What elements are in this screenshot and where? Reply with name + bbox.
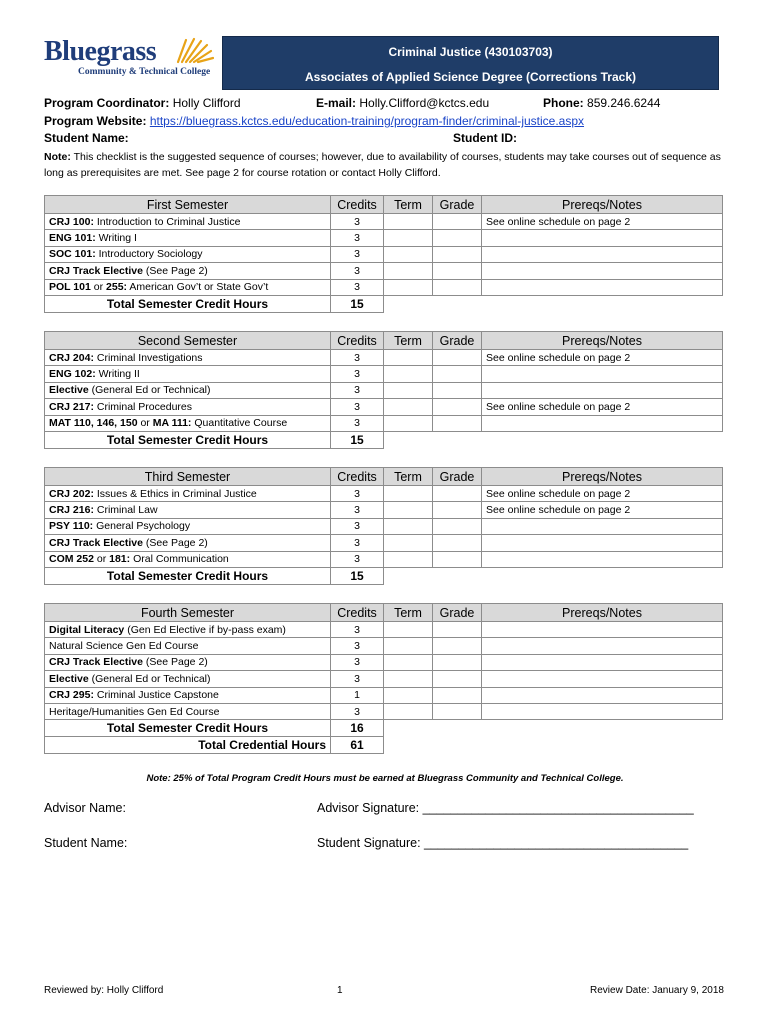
course-notes: See online schedule on page 2 [482, 399, 723, 415]
term-cell[interactable] [384, 382, 433, 398]
semester-total-row [45, 720, 723, 737]
course-description: Criminal Procedures [96, 400, 192, 413]
course-code: SOC 101: [49, 248, 96, 261]
degree-title: Associates of Applied Science Degree (Corrections Track) [304, 70, 636, 84]
total-semester-value: 15 [331, 431, 384, 448]
website-line [44, 114, 584, 128]
semester-table [44, 603, 723, 754]
course-cell [45, 214, 331, 230]
course-cell [45, 246, 331, 262]
course-cell [45, 654, 331, 670]
course-description: Writing I [98, 232, 137, 245]
total-semester-label: Total Semester Credit Hours [45, 720, 331, 737]
course-credits: 3 [331, 382, 384, 398]
course-row [45, 486, 723, 502]
term-cell[interactable] [384, 279, 433, 295]
course-code: Elective [49, 384, 89, 397]
course-cell [45, 350, 331, 366]
course-credits: 3 [331, 279, 384, 295]
course-description: (Gen Ed Elective if by-pass exam) [127, 623, 286, 636]
email-value: Holly.Clifford@kctcs.edu [359, 96, 490, 110]
phone-label: Phone: [543, 96, 584, 110]
course-notes: See online schedule on page 2 [482, 214, 723, 230]
grade-cell[interactable] [433, 671, 482, 687]
program-website-link[interactable]: https://bluegrass.kctcs.edu/education-training/program-finder/criminal-justice.aspx [149, 114, 585, 128]
course-cell [45, 502, 331, 518]
program-title: Criminal Justice (430103703) [388, 45, 553, 59]
course-description: Heritage/Humanities Gen Ed Course [49, 705, 220, 718]
program-title-banner [222, 36, 719, 90]
course-description: (See Page 2) [145, 264, 208, 277]
credits-header: Credits [331, 332, 384, 350]
course-row [45, 279, 723, 295]
semester-name-header: First Semester [45, 196, 331, 214]
semester-name-header: Third Semester [45, 468, 331, 486]
notes-header: Prereqs/Notes [482, 196, 723, 214]
course-code: PSY 110: [49, 520, 94, 533]
course-code: CRJ 100: [49, 215, 94, 228]
blank-cell [384, 720, 723, 737]
grade-header: Grade [433, 332, 482, 350]
grade-cell[interactable] [433, 399, 482, 415]
course-cell [45, 415, 331, 431]
blank-cell [384, 295, 723, 312]
course-notes [482, 638, 723, 654]
semester-table [44, 331, 723, 449]
course-code: Elective [49, 672, 89, 685]
grade-cell[interactable] [433, 638, 482, 654]
grade-cell[interactable] [433, 366, 482, 382]
credits-header: Credits [331, 468, 384, 486]
grade-cell[interactable] [433, 214, 482, 230]
course-row [45, 246, 723, 262]
coordinator-label: Program Coordinator: [44, 96, 170, 110]
course-code: CRJ Track Elective [49, 264, 143, 277]
grade-cell[interactable] [433, 502, 482, 518]
course-cell [45, 399, 331, 415]
blank-cell [384, 431, 723, 448]
course-cell [45, 230, 331, 246]
course-cell [45, 486, 331, 502]
grade-cell[interactable] [433, 279, 482, 295]
grade-header: Grade [433, 196, 482, 214]
course-row [45, 502, 723, 518]
coordinator-name: Holly Clifford [172, 96, 241, 110]
term-header: Term [384, 332, 433, 350]
blank-cell [384, 567, 723, 584]
course-credits: 1 [331, 687, 384, 703]
term-cell[interactable] [384, 263, 433, 279]
course-notes [482, 230, 723, 246]
term-cell[interactable] [384, 486, 433, 502]
grade-cell[interactable] [433, 622, 482, 638]
term-cell[interactable] [384, 399, 433, 415]
student-id-line [453, 131, 517, 145]
course-credits: 3 [331, 399, 384, 415]
notes-header: Prereqs/Notes [482, 604, 723, 622]
course-code-alt: 255: [106, 281, 128, 294]
credential-total-row [45, 737, 723, 753]
term-cell[interactable] [384, 518, 433, 534]
grade-cell[interactable] [433, 350, 482, 366]
course-notes: See online schedule on page 2 [482, 486, 723, 502]
email-line [316, 96, 489, 110]
course-notes: See online schedule on page 2 [482, 350, 723, 366]
term-cell[interactable] [384, 502, 433, 518]
course-credits: 3 [331, 246, 384, 262]
course-credits: 3 [331, 502, 384, 518]
course-credits: 3 [331, 350, 384, 366]
course-row [45, 638, 723, 654]
course-cell [45, 671, 331, 687]
term-header: Term [384, 196, 433, 214]
course-credits: 3 [331, 230, 384, 246]
student-name-line [44, 131, 129, 145]
course-notes [482, 622, 723, 638]
course-notes [482, 246, 723, 262]
course-code: CRJ 216: [49, 504, 94, 517]
student-signature-line: Student Signature: ______________________________________ [317, 836, 689, 850]
course-row [45, 263, 723, 279]
notes-header: Prereqs/Notes [482, 468, 723, 486]
course-credits: 3 [331, 214, 384, 230]
course-credits: 3 [331, 638, 384, 654]
term-cell[interactable] [384, 551, 433, 567]
grade-cell[interactable] [433, 486, 482, 502]
course-code: CRJ 202: [49, 487, 94, 500]
course-notes [482, 415, 723, 431]
course-credits: 3 [331, 486, 384, 502]
review-date: Review Date: January 9, 2018 [590, 985, 724, 996]
course-description: Criminal Justice Capstone [96, 689, 219, 702]
course-cell [45, 518, 331, 534]
course-description: (General Ed or Technical) [91, 384, 211, 397]
semester-total-row [45, 567, 723, 584]
blank-cell [384, 737, 723, 753]
course-row [45, 535, 723, 551]
course-code-alt: 181: [109, 553, 131, 566]
semester-table [44, 467, 723, 585]
course-description: Introductory Sociology [98, 248, 203, 261]
course-notes: See online schedule on page 2 [482, 502, 723, 518]
term-cell[interactable] [384, 214, 433, 230]
grade-cell[interactable] [433, 551, 482, 567]
website-label: Program Website: [44, 114, 147, 128]
phone-value: 859.246.6244 [587, 96, 661, 110]
course-description: Issues & Ethics in Criminal Justice [96, 487, 257, 500]
reviewed-by: Reviewed by: Holly Clifford [44, 985, 164, 996]
term-cell[interactable] [384, 535, 433, 551]
term-cell[interactable] [384, 366, 433, 382]
course-credits: 3 [331, 263, 384, 279]
course-code: MAT 110, 146, 150 [49, 417, 138, 430]
course-row [45, 382, 723, 398]
note-label: Note: [44, 151, 71, 163]
grade-cell[interactable] [433, 230, 482, 246]
course-credits: 3 [331, 366, 384, 382]
course-code: POL 101 [49, 281, 91, 294]
course-code: CRJ 217: [49, 400, 94, 413]
course-code: COM 252 [49, 553, 94, 566]
course-row [45, 551, 723, 567]
term-cell[interactable] [384, 415, 433, 431]
course-credits: 3 [331, 671, 384, 687]
semester-total-row [45, 431, 723, 448]
course-notes [482, 382, 723, 398]
logo-subtitle: Community & Technical College [78, 67, 211, 77]
term-cell[interactable] [384, 654, 433, 670]
course-description: (See Page 2) [145, 656, 208, 669]
course-cell [45, 382, 331, 398]
logo-wordmark: Bluegrass [44, 36, 157, 67]
course-code: CRJ 204: [49, 351, 94, 364]
course-description: (General Ed or Technical) [91, 672, 211, 685]
term-cell[interactable] [384, 638, 433, 654]
advisor-signature-line: Advisor Signature: _______________________________________ [317, 801, 694, 815]
course-notes [482, 366, 723, 382]
course-description: Writing II [98, 368, 140, 381]
semester-name-header: Fourth Semester [45, 604, 331, 622]
term-cell[interactable] [384, 703, 433, 719]
course-row [45, 399, 723, 415]
term-cell[interactable] [384, 350, 433, 366]
email-label: E-mail: [316, 96, 357, 110]
course-code: CRJ Track Elective [49, 656, 143, 669]
student-name-label: Student Name: [44, 131, 129, 145]
course-notes [482, 551, 723, 567]
total-semester-label: Total Semester Credit Hours [45, 567, 331, 584]
course-description: American Gov’t or State Gov’t [129, 281, 269, 294]
semester-total-row [45, 295, 723, 312]
total-semester-value: 16 [331, 720, 384, 737]
course-credits: 3 [331, 518, 384, 534]
term-header: Term [384, 468, 433, 486]
course-description: Criminal Law [96, 504, 158, 517]
course-notes [482, 654, 723, 670]
course-row [45, 518, 723, 534]
total-credential-value: 61 [331, 737, 384, 753]
course-row [45, 622, 723, 638]
grade-cell[interactable] [433, 654, 482, 670]
course-notes [482, 687, 723, 703]
course-row [45, 703, 723, 719]
student-id-label: Student ID: [453, 131, 517, 145]
total-credential-label: Total Credential Hours [45, 737, 331, 753]
course-notes [482, 518, 723, 534]
course-notes [482, 279, 723, 295]
term-cell[interactable] [384, 687, 433, 703]
term-header: Term [384, 604, 433, 622]
course-cell [45, 703, 331, 719]
course-description: (See Page 2) [145, 536, 208, 549]
course-row [45, 415, 723, 431]
course-notes [482, 535, 723, 551]
course-cell [45, 551, 331, 567]
course-description: Natural Science Gen Ed Course [49, 640, 199, 653]
total-semester-label: Total Semester Credit Hours [45, 295, 331, 312]
course-code: CRJ 295: [49, 689, 94, 702]
course-description: Oral Communication [133, 553, 229, 566]
page-number: 1 [337, 985, 343, 996]
grade-cell[interactable] [433, 415, 482, 431]
grade-cell[interactable] [433, 263, 482, 279]
course-description: Quantitative Course [194, 417, 288, 430]
residency-note: Note: 25% of Total Program Credit Hours must be earned at Bluegrass Community and Technical College. [146, 773, 624, 784]
college-logo [44, 36, 214, 84]
total-semester-value: 15 [331, 295, 384, 312]
course-credits: 3 [331, 703, 384, 719]
grade-cell[interactable] [433, 518, 482, 534]
phone-line [543, 96, 660, 110]
notes-header: Prereqs/Notes [482, 332, 723, 350]
grade-cell[interactable] [433, 687, 482, 703]
term-cell[interactable] [384, 230, 433, 246]
course-credits: 3 [331, 551, 384, 567]
course-row [45, 230, 723, 246]
grade-cell[interactable] [433, 535, 482, 551]
course-row [45, 687, 723, 703]
term-cell[interactable] [384, 246, 433, 262]
sunburst-icon [172, 36, 214, 64]
course-code: CRJ Track Elective [49, 536, 143, 549]
course-row [45, 350, 723, 366]
credits-header: Credits [331, 604, 384, 622]
credits-header: Credits [331, 196, 384, 214]
advisor-name-label: Advisor Name: [44, 801, 126, 815]
grade-cell[interactable] [433, 382, 482, 398]
course-code: ENG 101: [49, 232, 96, 245]
course-cell [45, 279, 331, 295]
course-description: Criminal Investigations [96, 351, 203, 364]
course-cell [45, 263, 331, 279]
course-or: or [140, 417, 150, 430]
course-row [45, 214, 723, 230]
course-notes [482, 703, 723, 719]
course-cell [45, 535, 331, 551]
grade-header: Grade [433, 468, 482, 486]
course-notes [482, 263, 723, 279]
course-row [45, 671, 723, 687]
course-description: General Psychology [96, 520, 191, 533]
course-or: or [96, 553, 107, 566]
course-cell [45, 622, 331, 638]
note-text: This checklist is the suggested sequence of courses; however, due to availability of courses, students may take courses out of sequence as long as prerequisites are met. See page 2 for course rotation or contact Holly Clifford. [44, 151, 721, 179]
course-code: ENG 102: [49, 368, 96, 381]
semester-table [44, 195, 723, 313]
course-credits: 3 [331, 654, 384, 670]
total-semester-label: Total Semester Credit Hours [45, 431, 331, 448]
course-code-alt: MA 111: [152, 417, 192, 430]
grade-header: Grade [433, 604, 482, 622]
course-credits: 3 [331, 535, 384, 551]
course-credits: 3 [331, 622, 384, 638]
course-credits: 3 [331, 415, 384, 431]
course-row [45, 654, 723, 670]
term-cell[interactable] [384, 671, 433, 687]
course-cell [45, 638, 331, 654]
student-name-sign-label: Student Name: [44, 836, 128, 850]
course-code: Digital Literacy [49, 623, 125, 636]
course-row [45, 366, 723, 382]
term-cell[interactable] [384, 622, 433, 638]
coordinator-line [44, 96, 241, 110]
checklist-note [44, 149, 724, 181]
semester-name-header: Second Semester [45, 332, 331, 350]
course-description: Introduction to Criminal Justice [96, 215, 241, 228]
course-cell [45, 366, 331, 382]
grade-cell[interactable] [433, 246, 482, 262]
course-notes [482, 671, 723, 687]
course-cell [45, 687, 331, 703]
course-or: or [93, 281, 104, 294]
total-semester-value: 15 [331, 567, 384, 584]
grade-cell[interactable] [433, 703, 482, 719]
